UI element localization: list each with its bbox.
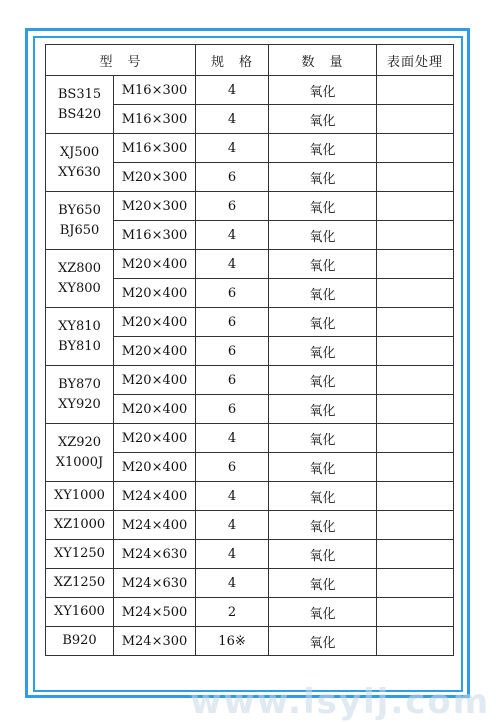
finish-cell: 氧化 [269,163,377,192]
surface-cell [377,308,454,337]
model-cell [46,308,114,366]
header-row [46,45,454,76]
table-row [46,250,454,279]
surface-cell [377,511,454,540]
model-name: XY920 [58,396,101,412]
spec-cell: M20×400 [114,337,196,366]
qty-cell: 6 [196,395,269,424]
model-cell [46,366,114,424]
model-name: XJ500 [59,144,100,160]
finish-cell: 氧化 [269,366,377,395]
table-row [46,134,454,163]
table-body [46,76,454,656]
model-cell [46,424,114,482]
finish-cell: 氧化 [269,337,377,366]
spec-cell: M20×400 [114,366,196,395]
model-cell [46,598,114,627]
surface-cell [377,598,454,627]
table-row [46,192,454,221]
qty-cell: 4 [196,569,269,598]
finish-cell: 氧化 [269,453,377,482]
header-spec: 规 格 [196,45,269,76]
surface-cell [377,105,454,134]
model-cell [46,511,114,540]
finish-cell: 氧化 [269,395,377,424]
spec-cell: M20×300 [114,163,196,192]
qty-cell: 6 [196,163,269,192]
model-cell [46,192,114,250]
model-cell [46,250,114,308]
qty-cell: 6 [196,192,269,221]
table-row [46,598,454,627]
spec-cell: M16×300 [114,221,196,250]
header-qty: 数 量 [269,45,377,76]
surface-cell [377,250,454,279]
spec-cell: M24×400 [114,482,196,511]
finish-cell: 氧化 [269,105,377,134]
qty-cell: 4 [196,511,269,540]
qty-cell: 2 [196,598,269,627]
table-row [46,511,454,540]
table-row [46,76,454,105]
spec-cell: M20×400 [114,424,196,453]
table-row [46,540,454,569]
finish-cell: 氧化 [269,482,377,511]
surface-cell [377,569,454,598]
surface-cell [377,192,454,221]
finish-cell: 氧化 [269,192,377,221]
finish-cell: 氧化 [269,424,377,453]
finish-cell: 氧化 [269,279,377,308]
surface-cell [377,627,454,656]
table-row [46,424,454,453]
model-cell [46,482,114,511]
surface-cell [377,482,454,511]
table-row [46,627,454,656]
model-name: BY870 [58,376,101,392]
qty-cell: 4 [196,424,269,453]
finish-cell: 氧化 [269,221,377,250]
qty-cell: 4 [196,105,269,134]
model-name: XY630 [58,164,101,180]
header-model: 型 号 [46,45,196,76]
qty-cell: 6 [196,308,269,337]
surface-cell [377,279,454,308]
model-name: XY810 [58,318,101,334]
model-name: BJ650 [59,222,100,238]
surface-cell [377,395,454,424]
surface-cell [377,424,454,453]
table-row [46,569,454,598]
qty-cell: 6 [196,453,269,482]
spec-cell: M24×400 [114,511,196,540]
qty-cell: 6 [196,366,269,395]
finish-cell: 氧化 [269,308,377,337]
model-name: XY1250 [54,546,105,561]
model-name: BS420 [57,106,102,122]
finish-cell: 氧化 [269,134,377,163]
finish-cell: 氧化 [269,540,377,569]
qty-cell: 6 [196,337,269,366]
finish-cell: 氧化 [269,598,377,627]
spec-cell: M20×400 [114,308,196,337]
model-name: XZ920 [57,434,102,450]
spec-cell: M16×300 [114,105,196,134]
model-name: XY1000 [54,488,105,503]
header-surface: 表面处理 [377,45,454,76]
spec-cell: M20×300 [114,192,196,221]
qty-cell: 4 [196,250,269,279]
spec-cell: M16×300 [114,134,196,163]
spec-cell: M24×500 [114,598,196,627]
surface-cell [377,453,454,482]
surface-cell [377,540,454,569]
model-name: XZ800 [57,260,102,276]
table-row [46,366,454,395]
model-name: BS315 [57,86,102,102]
watermark: www.lsylj.com [190,682,491,722]
model-name: BY650 [58,202,101,218]
spec-cell: M16×300 [114,76,196,105]
model-name: B920 [62,633,97,648]
model-cell [46,569,114,598]
spec-cell: M24×300 [114,627,196,656]
qty-cell: 4 [196,540,269,569]
qty-cell: 6 [196,279,269,308]
finish-cell: 氧化 [269,511,377,540]
finish-cell: 氧化 [269,569,377,598]
table-row [46,308,454,337]
model-name: BY810 [58,338,101,354]
model-name: XZ1000 [53,517,106,532]
model-name: XY1600 [54,604,105,619]
model-cell [46,540,114,569]
surface-cell [377,76,454,105]
finish-cell: 氧化 [269,76,377,105]
spec-cell: M20×400 [114,250,196,279]
surface-cell [377,221,454,250]
spec-cell: M24×630 [114,569,196,598]
model-name: X1000J [55,454,104,470]
surface-cell [377,163,454,192]
qty-cell: 4 [196,76,269,105]
qty-cell: 4 [196,221,269,250]
finish-cell: 氧化 [269,627,377,656]
surface-cell [377,337,454,366]
qty-cell: 16※ [196,627,269,656]
spec-table [45,44,454,656]
qty-cell: 4 [196,134,269,163]
model-name: XY800 [58,280,101,296]
surface-cell [377,134,454,163]
qty-cell: 4 [196,482,269,511]
spec-cell: M20×400 [114,279,196,308]
model-cell [46,134,114,192]
model-cell [46,627,114,656]
spec-cell: M20×400 [114,395,196,424]
spec-cell: M24×630 [114,540,196,569]
spec-cell: M20×400 [114,453,196,482]
model-cell [46,76,114,134]
finish-cell: 氧化 [269,250,377,279]
surface-cell [377,366,454,395]
model-name: XZ1250 [53,575,106,590]
table-row [46,482,454,511]
